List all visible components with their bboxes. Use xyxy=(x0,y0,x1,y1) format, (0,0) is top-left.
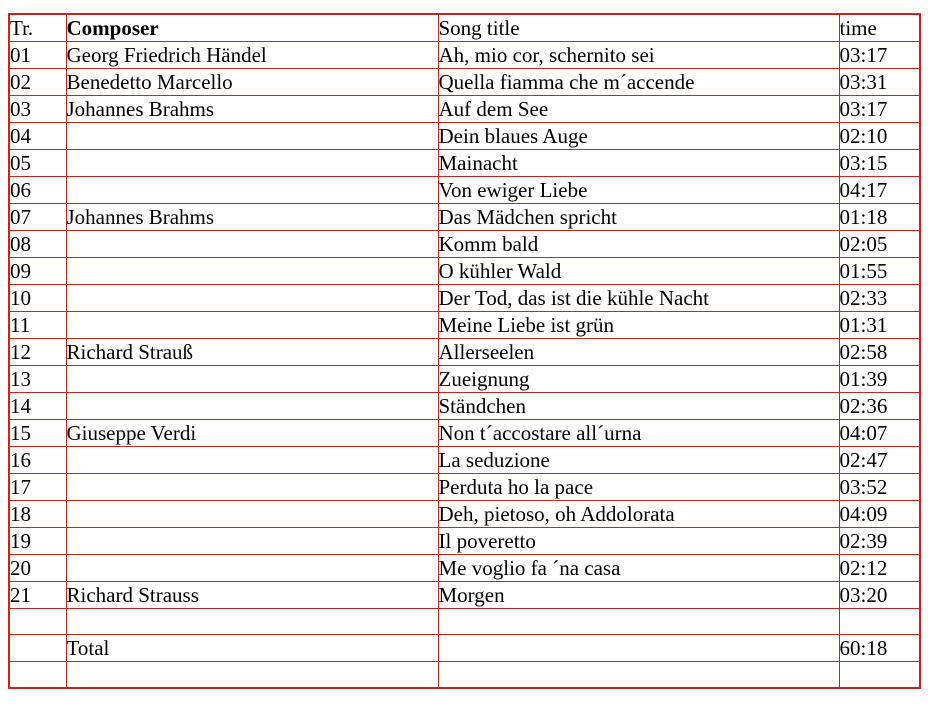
track-number-cell: 02 xyxy=(9,69,66,96)
table-row xyxy=(9,474,920,501)
song-title-cell: Der Tod, das ist die kühle Nacht xyxy=(438,285,839,312)
track-number-cell: 13 xyxy=(9,366,66,393)
song-title-cell: Zueignung xyxy=(438,366,839,393)
composer-cell xyxy=(66,501,438,528)
composer-cell xyxy=(66,555,438,582)
table-row xyxy=(9,447,920,474)
table-row xyxy=(9,339,920,366)
table-row xyxy=(9,582,920,609)
track-number-cell: 16 xyxy=(9,447,66,474)
composer-cell xyxy=(66,258,438,285)
table-row xyxy=(9,635,920,662)
track-number-cell: 05 xyxy=(9,150,66,177)
table-row xyxy=(9,420,920,447)
composer-cell: Georg Friedrich Händel xyxy=(66,42,438,69)
song-title-cell: La seduzione xyxy=(438,447,839,474)
song-title-cell: Perduta ho la pace xyxy=(438,474,839,501)
composer-cell: Total xyxy=(66,635,438,662)
time-cell: 01:18 xyxy=(839,204,920,231)
time-cell: 01:39 xyxy=(839,366,920,393)
table-row xyxy=(9,69,920,96)
song-title-cell: Mainacht xyxy=(438,150,839,177)
table-row xyxy=(9,96,920,123)
song-title-cell xyxy=(438,609,839,635)
track-number-cell: 01 xyxy=(9,42,66,69)
composer-cell xyxy=(66,528,438,555)
time-cell: 04:09 xyxy=(839,501,920,528)
header-row xyxy=(9,14,920,42)
time-cell: 02:36 xyxy=(839,393,920,420)
composer-cell xyxy=(66,231,438,258)
time-cell: 03:17 xyxy=(839,42,920,69)
header-song-title: Song title xyxy=(438,14,839,42)
song-title-cell: Non t´accostare all´urna xyxy=(438,420,839,447)
track-number-cell: 18 xyxy=(9,501,66,528)
composer-cell: Johannes Brahms xyxy=(66,204,438,231)
composer-cell: Richard Strauss xyxy=(66,582,438,609)
track-number-cell: 15 xyxy=(9,420,66,447)
song-title-cell: Deh, pietoso, oh Addolorata xyxy=(438,501,839,528)
header-track-number: Tr. xyxy=(9,14,66,42)
track-number-cell: 20 xyxy=(9,555,66,582)
time-cell: 01:31 xyxy=(839,312,920,339)
time-cell: 03:31 xyxy=(839,69,920,96)
composer-cell xyxy=(66,177,438,204)
time-cell xyxy=(839,662,920,688)
song-title-cell: Quella fiamma che m´accende xyxy=(438,69,839,96)
table-row xyxy=(9,501,920,528)
time-cell: 02:58 xyxy=(839,339,920,366)
composer-cell xyxy=(66,609,438,635)
composer-cell xyxy=(66,474,438,501)
table-row xyxy=(9,609,920,635)
composer-cell xyxy=(66,393,438,420)
time-cell: 60:18 xyxy=(839,635,920,662)
track-number-cell: 07 xyxy=(9,204,66,231)
header-time: time xyxy=(839,14,920,42)
tracklist-body xyxy=(9,42,920,688)
time-cell: 04:17 xyxy=(839,177,920,204)
table-row xyxy=(9,204,920,231)
composer-cell: Benedetto Marcello xyxy=(66,69,438,96)
composer-cell xyxy=(66,150,438,177)
time-cell: 02:47 xyxy=(839,447,920,474)
time-cell: 03:17 xyxy=(839,96,920,123)
composer-cell: Richard Strauß xyxy=(66,339,438,366)
table-row xyxy=(9,258,920,285)
time-cell: 02:12 xyxy=(839,555,920,582)
table-row xyxy=(9,177,920,204)
track-number-cell: 17 xyxy=(9,474,66,501)
song-title-cell xyxy=(438,635,839,662)
table-row xyxy=(9,42,920,69)
table-row xyxy=(9,528,920,555)
track-number-cell: 19 xyxy=(9,528,66,555)
track-number-cell: 04 xyxy=(9,123,66,150)
track-number-cell xyxy=(9,662,66,688)
table-row xyxy=(9,662,920,688)
composer-cell xyxy=(66,662,438,688)
song-title-cell: Il poveretto xyxy=(438,528,839,555)
track-number-cell: 12 xyxy=(9,339,66,366)
composer-cell: Johannes Brahms xyxy=(66,96,438,123)
header-composer: Composer xyxy=(66,14,438,42)
song-title-cell: Von ewiger Liebe xyxy=(438,177,839,204)
song-title-cell: Ständchen xyxy=(438,393,839,420)
time-cell: 03:52 xyxy=(839,474,920,501)
song-title-cell: Ah, mio cor, schernito sei xyxy=(438,42,839,69)
table-row xyxy=(9,555,920,582)
table-row xyxy=(9,393,920,420)
time-cell: 02:39 xyxy=(839,528,920,555)
song-title-cell: Allerseelen xyxy=(438,339,839,366)
table-row xyxy=(9,312,920,339)
composer-cell xyxy=(66,285,438,312)
table-row xyxy=(9,231,920,258)
track-number-cell: 08 xyxy=(9,231,66,258)
time-cell: 04:07 xyxy=(839,420,920,447)
composer-cell xyxy=(66,312,438,339)
track-number-cell: 03 xyxy=(9,96,66,123)
time-cell: 03:15 xyxy=(839,150,920,177)
song-title-cell: O kühler Wald xyxy=(438,258,839,285)
table-row xyxy=(9,123,920,150)
track-number-cell: 11 xyxy=(9,312,66,339)
tracklist-table xyxy=(8,13,921,689)
time-cell: 01:55 xyxy=(839,258,920,285)
song-title-cell: Me voglio fa ´na casa xyxy=(438,555,839,582)
time-cell xyxy=(839,609,920,635)
time-cell: 02:33 xyxy=(839,285,920,312)
time-cell: 03:20 xyxy=(839,582,920,609)
song-title-cell: Meine Liebe ist grün xyxy=(438,312,839,339)
song-title-cell: Auf dem See xyxy=(438,96,839,123)
track-number-cell: 14 xyxy=(9,393,66,420)
song-title-cell: Morgen xyxy=(438,582,839,609)
table-row xyxy=(9,285,920,312)
composer-cell xyxy=(66,123,438,150)
time-cell: 02:10 xyxy=(839,123,920,150)
composer-cell xyxy=(66,447,438,474)
time-cell: 02:05 xyxy=(839,231,920,258)
table-row xyxy=(9,366,920,393)
track-number-cell: 06 xyxy=(9,177,66,204)
track-number-cell xyxy=(9,609,66,635)
track-number-cell: 10 xyxy=(9,285,66,312)
composer-cell: Giuseppe Verdi xyxy=(66,420,438,447)
track-number-cell xyxy=(9,635,66,662)
table-row xyxy=(9,150,920,177)
song-title-cell: Das Mädchen spricht xyxy=(438,204,839,231)
track-number-cell: 21 xyxy=(9,582,66,609)
composer-cell xyxy=(66,366,438,393)
song-title-cell: Komm bald xyxy=(438,231,839,258)
song-title-cell: Dein blaues Auge xyxy=(438,123,839,150)
track-number-cell: 09 xyxy=(9,258,66,285)
song-title-cell xyxy=(438,662,839,688)
